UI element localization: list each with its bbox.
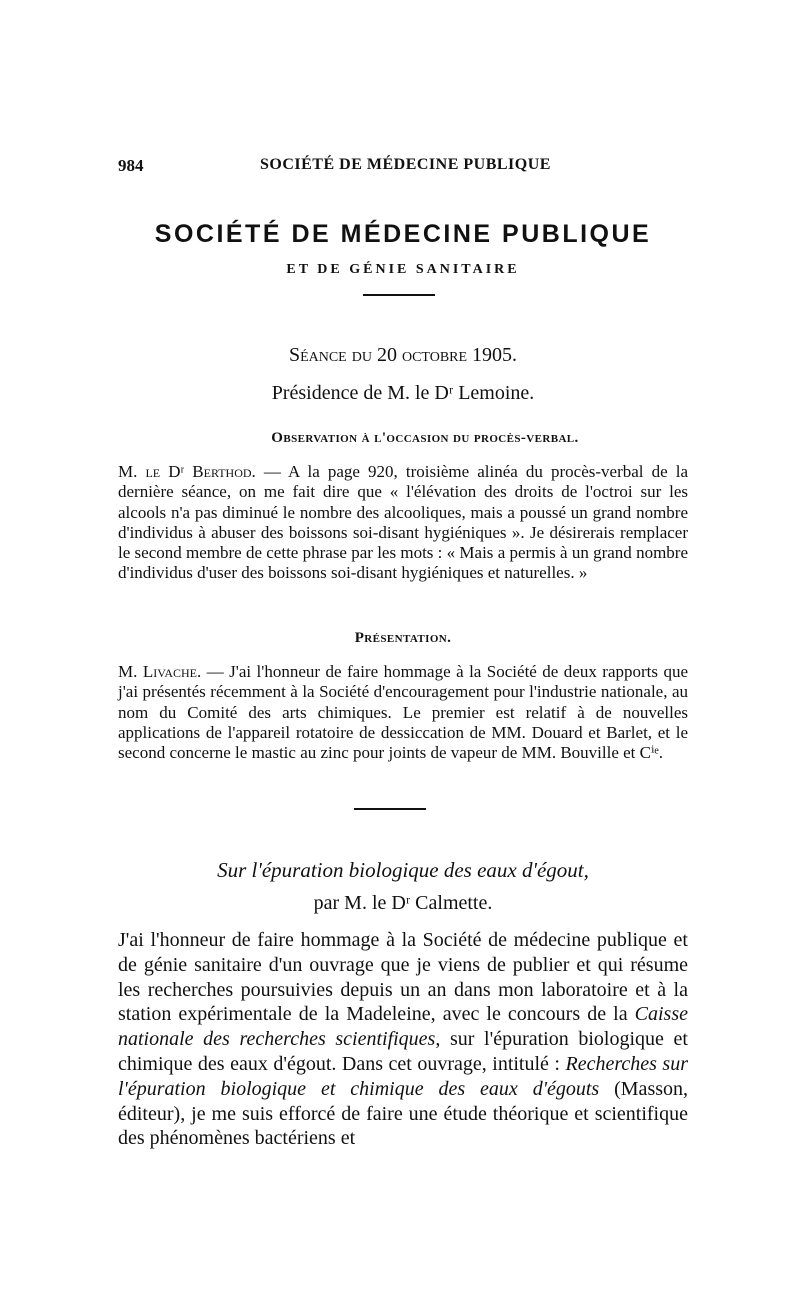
running-title: SOCIÉTÉ DE MÉDECINE PUBLIQUE — [260, 156, 551, 173]
presentation-text: — J'ai l'honneur de faire hommage à la Société de deux rapports que j'ai présentés récemment à la Société d'encouragement pour l'industrie nationale, au nom du Comité des arts chimiques. Le premier est relatif à de nouvelles applications de l'appareil rotatoire de dessiccation de MM. Douard et Barlet, et le second concerne le mastic au zinc pour joints de vapeur de MM. Bouville et Cⁱᵉ. — [118, 662, 689, 763]
article-text-3: (Masson, éditeur), je me suis efforcé de faire une étude théorique et scientifique des phénomènes bactériens et — [118, 1077, 689, 1150]
main-title: SOCIÉTÉ DE MÉDECINE PUBLIQUE — [154, 220, 652, 248]
article-author: par M. le Dʳ Calmette. — [313, 892, 493, 914]
article-italic-1: Caisse nationale des recherches scientifiques — [118, 1003, 688, 1051]
presentation-paragraph — [118, 662, 688, 763]
sub-title: ET DE GÉNIE SANITAIRE — [286, 262, 520, 277]
observation-paragraph — [118, 462, 688, 584]
observation-speaker: M. le Dʳ Berthod. — [118, 462, 256, 481]
running-head — [118, 156, 688, 178]
presidency-line: Présidence de M. le Dʳ Lemoine. — [271, 382, 535, 404]
article-italic-2: Recherches sur l'épuration biologique et chimique des eaux d'égouts — [118, 1052, 688, 1100]
observation-text: — A la page 920, troisième alinéa du procès-verbal de la dernière séance, on me fait dire que « l'élévation des droits de l'octroi sur les alcools n'a pas diminué le nombre des alcooliques, mais a poussé un grand nombre d'individus à abuser des boissons soi-disant hygiéniques ». Je désirerais remplacer le second membre de cette phrase par les mots : « Mais a permis à un grand nombre d'individus d'user des boissons soi-disant hygiéniques et naturelles. » — [118, 462, 689, 583]
article-title: Sur l'épuration biologique des eaux d'égout, — [217, 858, 589, 882]
page-number: 984 — [118, 156, 144, 175]
presentation-heading: Présentation. — [354, 630, 452, 646]
presentation-speaker: M. Livache. — [118, 662, 202, 681]
article-text-1: J'ai l'honneur de faire hommage à la Société de médecine publique et de génie sanitaire d'un ouvrage que je viens de publier et qui résume les recherches poursuivies depuis un an dans mon laboratoire et à la station expérimentale de la Madeleine, avec le concours de la — [118, 929, 688, 1026]
divider-rule — [354, 808, 426, 810]
divider-rule — [363, 294, 435, 296]
article-paragraph — [118, 928, 688, 1151]
observation-heading: Observation à l'occasion du procès-verbal. — [271, 430, 579, 446]
article-text-2: , sur l'épuration biologique et chimique des eaux d'égout. Dans cet ouvrage, intitulé : — [118, 1028, 688, 1075]
session-date: Séance du 20 octobre 1905. — [288, 344, 518, 366]
